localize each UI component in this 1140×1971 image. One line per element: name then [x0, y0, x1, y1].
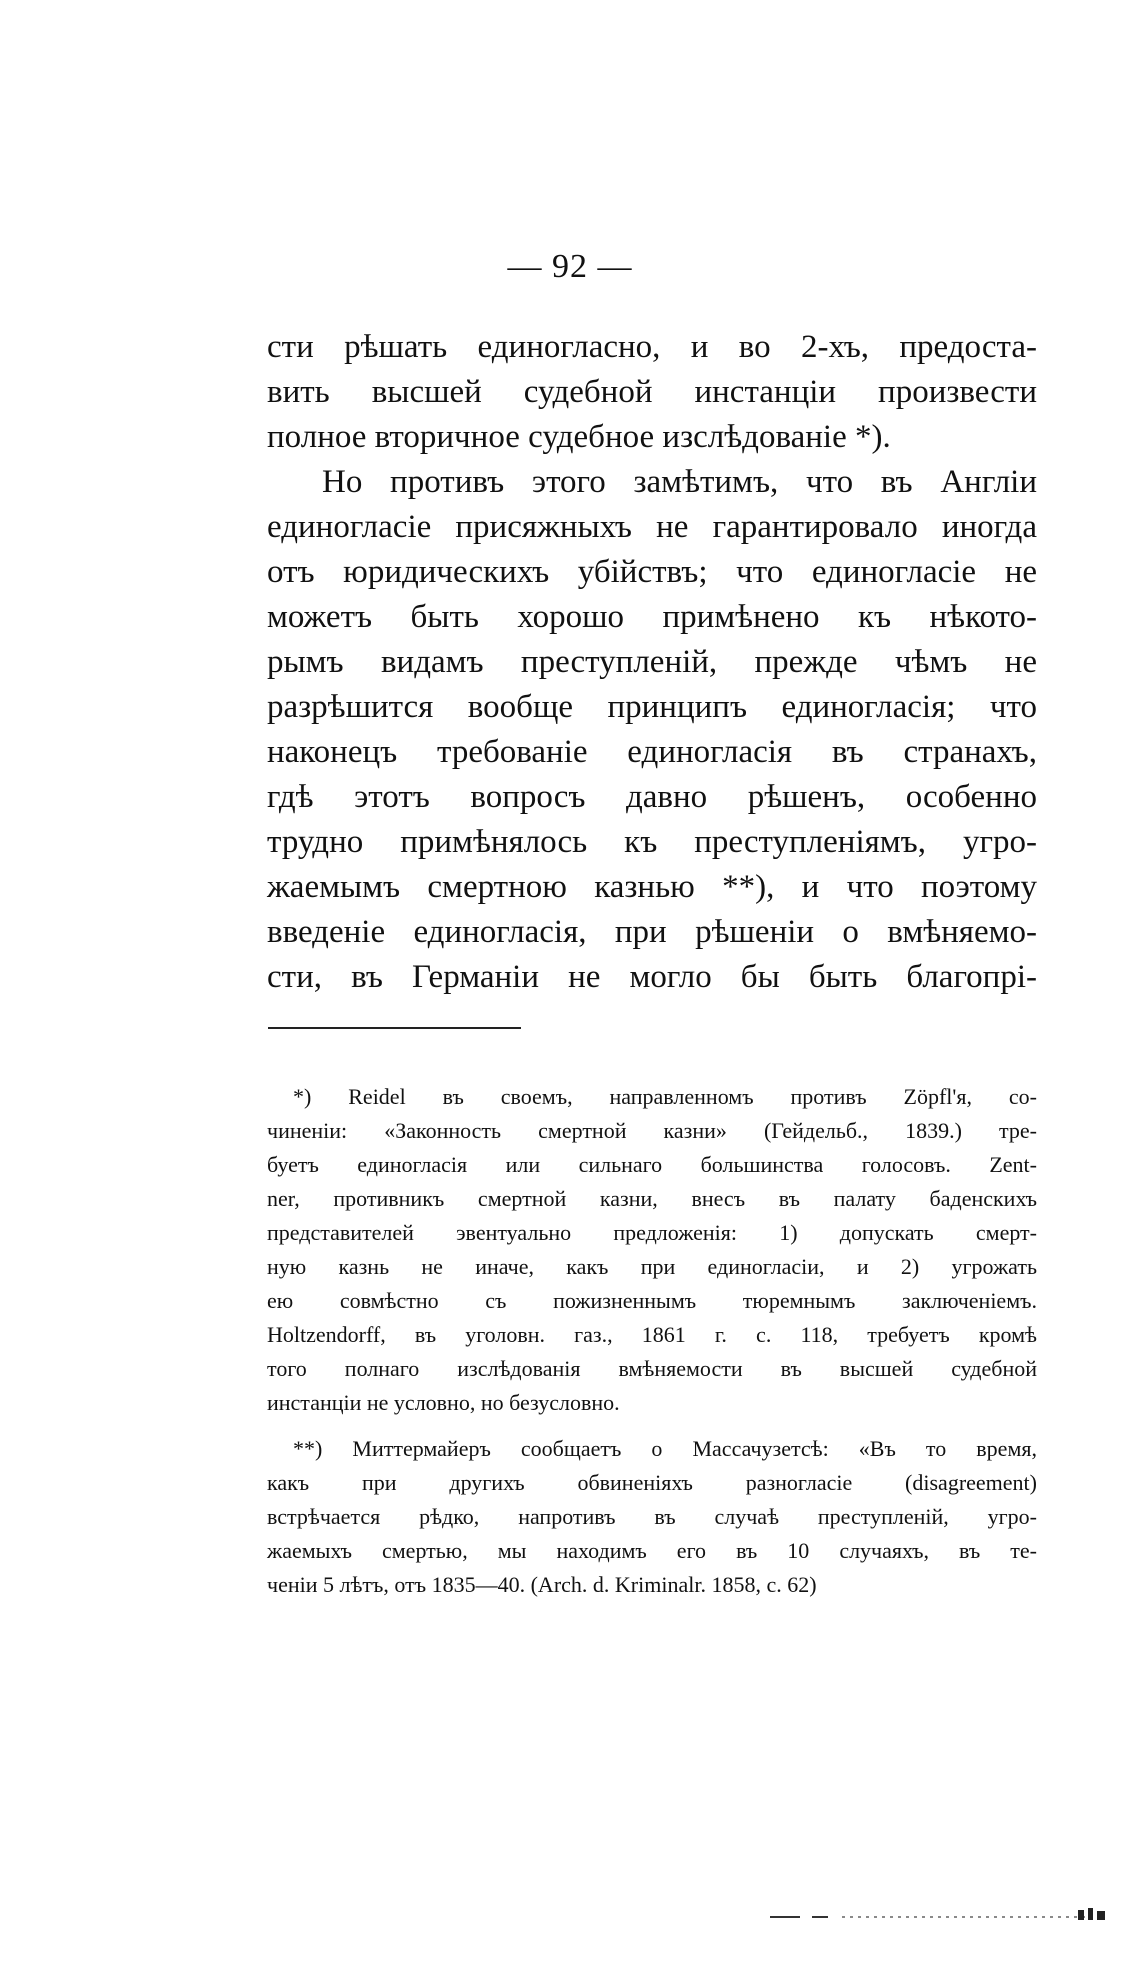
footnote-line: какъ при другихъ обвиненіяхъ разногласіе (disagreement) [267, 1470, 1037, 1495]
footnote-line: ченіи 5 лѣтъ, отъ 1835—40. (Arch. d. Kriminalr. 1858, с. 62) [267, 1572, 817, 1597]
footnote-2 [267, 1432, 1037, 1602]
footnote-line: жаемыхъ смертью, мы находимъ его въ 10 случаяхъ, въ те- [267, 1538, 1037, 1563]
footnote-line: инстанціи не условно, но безусловно. [267, 1390, 620, 1415]
footnote-line: представителей эвентуально предложенія: 1) допускать смерт- [267, 1220, 1037, 1245]
page-number: — 92 — [507, 248, 633, 285]
text-line: разрѣшится вообще принципъ единогласія; что [267, 689, 1037, 725]
text-line: единогласіе присяжныхъ не гарантировало иногда [267, 509, 1037, 545]
text-line: вить высшей судебной инстанціи произвести [267, 374, 1037, 410]
text-line: сти, въ Германіи не могло бы быть благопрі- [267, 959, 1037, 995]
text-line: полное вторичное судебное изслѣдованіе *). [267, 419, 891, 455]
footnote-line: ную казнь не иначе, какъ при единогласіи, и 2) угрожать [267, 1254, 1037, 1279]
text-line: наконецъ требованіе единогласія въ странахъ, [267, 734, 1037, 770]
footnote-line: того полнаго изслѣдованія вмѣняемости въ высшей судебной [267, 1356, 1037, 1381]
text-line: сти рѣшать единогласно, и во 2-хъ, предоста- [267, 329, 1037, 365]
printer-mark-ornament [770, 1908, 1115, 1922]
text-line: можетъ быть хорошо примѣнено къ нѣкото- [267, 599, 1037, 635]
text-line: гдѣ этотъ вопросъ давно рѣшенъ, особенно [267, 779, 1037, 815]
main-text [267, 325, 1037, 1000]
footnotes [267, 1080, 1037, 1602]
footnote-line: *) Reidel въ своемъ, направленномъ противъ Zöpfl'я, со- [293, 1084, 1037, 1109]
footnote-line: встрѣчается рѣдко, напротивъ въ случаѣ преступленій, угро- [267, 1504, 1037, 1529]
text-line: отъ юридическихъ убійствъ; что единогласіе не [267, 554, 1037, 590]
footnote-line: **) Миттермайеръ сообщаетъ о Массачузетсѣ: «Въ то время, [293, 1436, 1037, 1461]
footnote-line: ею совмѣстно съ пожизненнымъ тюремнымъ заключеніемъ. [267, 1288, 1037, 1313]
footnote-1 [267, 1080, 1037, 1420]
footnote-line: ner, противникъ смертной казни, внесъ въ палату баденскихъ [267, 1186, 1037, 1211]
footnote-line: буетъ единогласія или сильнаго большинства голосовъ. Zent- [267, 1152, 1037, 1177]
text-line: рымъ видамъ преступленій, прежде чѣмъ не [267, 644, 1037, 680]
footnote-rule [268, 1027, 521, 1029]
footnote-line: чиненіи: «Законность смертной казни» (Гейдельб., 1839.) тре- [267, 1118, 1037, 1143]
text-line: жаемымъ смертною казнью **), и что поэтому [267, 869, 1037, 905]
text-line: трудно примѣнялось къ преступленіямъ, угро- [267, 824, 1037, 860]
footnote-line: Holtzendorff, въ уголовн. газ., 1861 г. с. 118, требуетъ кромѣ [267, 1322, 1037, 1347]
text-line: введеніе единогласія, при рѣшеніи о вмѣняемо- [267, 914, 1037, 950]
text-line: Но противъ этого замѣтимъ, что въ Англіи [322, 464, 1037, 500]
